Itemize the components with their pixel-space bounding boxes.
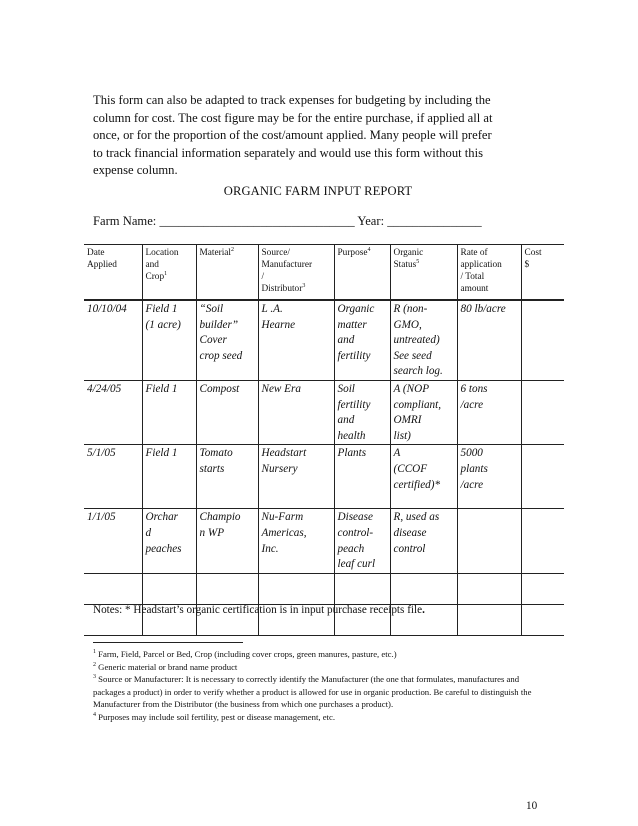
blank-cell [334,573,390,604]
table-header-row [84,245,564,301]
cell-line: peaches [145,542,182,555]
blank-cell [457,604,521,635]
footnote-ref: 5 [416,259,420,265]
cell-line: Field 1 [145,303,178,315]
cell-line: Inc. [261,542,279,555]
cell-line: d [145,526,152,539]
cell-line: A (NOP [393,382,430,395]
cell-line: New Era [261,382,301,395]
intro-line: This form can also be adapted to track expenses for budgeting by including the [93,93,491,107]
year-label: Year: [357,214,385,228]
cell-cost [521,509,564,573]
cell-line: Nursery [261,462,298,475]
table-row [84,445,564,509]
farm-name-blank: _______________________________ [159,214,355,228]
cell-line: Disease [337,511,373,524]
blank-cell [390,573,457,604]
cell-cost [521,300,564,380]
cell-line: 6 tons [460,382,488,395]
header-text: $ [524,260,530,271]
header-purpose [334,245,390,301]
header-text: amount [460,284,489,295]
footnote-number: 2 [93,661,96,668]
cell-material [196,445,258,509]
blank-cell [196,573,258,604]
header-status [390,245,457,301]
cell-status [390,445,457,509]
cell-line: list) [393,429,411,442]
intro-line: once, or for the proportion of the cost/amount applied. Many people will prefer [93,128,492,143]
cell-cost [521,445,564,509]
header-line [461,259,518,271]
footnote-number: 4 [93,712,96,719]
cell-material [196,300,258,380]
footnote-ref: 3 [302,283,306,290]
cell-line: health [337,429,366,442]
cell-line: crop seed [199,349,243,362]
header-line [394,247,454,259]
cell-date [84,380,142,444]
cell-line: Champio [199,511,241,524]
header-cost [521,245,564,301]
cell-line: 4/24/05 [87,382,122,395]
cell-line: 80 lb/acre [460,303,506,315]
table-row [84,300,564,380]
cell-line: Orchar [145,511,179,524]
notes-period: . [422,604,425,616]
cell-rate [457,380,521,444]
footnote-text: Farm, Field, Parcel or Bed, Crop (including cover crops, green manures, pasture, etc.) [96,649,397,659]
cell-status [390,509,457,573]
cell-line: plants [460,462,488,475]
footnote-item [93,661,548,674]
header-text: and [145,260,159,271]
cell-location [142,445,196,509]
header-text: Organic [393,248,424,258]
header-line [262,283,331,295]
cell-line: L .A. [261,303,283,315]
header-line [262,271,331,283]
cell-line: Field 1 [145,382,178,395]
cell-material [196,509,258,573]
footnote-item [93,648,548,661]
report-title: ORGANIC FARM INPUT REPORT [223,184,413,198]
cell-source [258,300,334,380]
header-line [338,247,387,259]
header-line [87,247,139,259]
header-line [525,259,562,271]
header-line [461,247,518,259]
cell-line: matter [337,318,367,331]
header-line [394,259,454,271]
cell-line: Cover [199,334,227,347]
cell-rate [457,445,521,509]
blank-table-row [84,573,564,604]
cell-line: 1/1/05 [87,511,116,524]
footnote-item [93,711,548,724]
header-text: Applied [87,260,117,271]
header-text: / [261,272,265,283]
table-row [84,509,564,573]
header-date [84,245,142,301]
footnote-text: Generic material or brand name product [96,661,238,672]
cell-date [84,509,142,573]
cell-rate [457,509,521,573]
cell-line: and [337,334,355,347]
header-text: Crop [145,272,165,283]
cell-line: Tomato [199,447,233,460]
blank-cell [521,573,564,604]
footnote-text: Source or Manufacturer: It is necessary to correctly identify the Manufacturer (the one that formulates, manufactures and packages a product) in order to verify whether a product is allowed for use in organic production. Be careful to distinguish the Manufacturer from the Distributor (the business from which one purchases a product). [93,674,532,710]
cell-line: builder” [199,318,239,331]
header-text: Material [199,248,231,258]
cell-purpose [334,509,390,573]
header-line [262,259,331,271]
cell-line: Plants [337,447,367,460]
header-location [142,245,196,301]
intro-paragraph [93,92,543,180]
header-line [200,247,255,259]
cell-line: n WP [199,526,225,539]
header-line [461,283,518,295]
cell-line: fertility [337,349,371,362]
header-text: Rate of [460,248,488,258]
table-body [84,300,564,635]
cell-line: Hearne [261,318,296,331]
cell-line: Americas, [261,526,307,539]
footnote-number: 1 [93,649,96,656]
cell-line: Field 1 [145,447,178,460]
blank-cell [142,573,196,604]
farm-year-line [93,214,482,229]
cell-purpose [334,445,390,509]
cell-source [258,509,334,573]
header-text: Source/ [261,248,290,258]
header-source [258,245,334,301]
table-row [84,380,564,444]
cell-line: control [393,542,426,555]
cell-line: starts [199,462,225,475]
header-line [525,247,562,259]
cell-line: peach [337,542,365,555]
cell-date [84,300,142,380]
cell-line: (1 acre) [145,318,181,331]
cell-date [84,445,142,509]
blank-cell [457,573,521,604]
cell-line: Nu-Farm [261,511,304,524]
footnote-ref: 4 [367,246,371,253]
header-line [146,247,193,259]
header-rate [457,245,521,301]
footnote-ref: 1 [164,271,168,278]
cell-line: 10/10/04 [87,303,127,315]
notes-text: Notes: * Headstart’s organic certification is in input purchase receipts file [93,604,423,616]
header-text: Distributor [261,284,303,295]
cell-source [258,445,334,509]
cell-material [196,380,258,444]
notes-line [93,604,425,616]
farm-name-label: Farm Name: [93,214,157,228]
cell-line: control- [337,526,374,539]
cell-line: search log. [393,365,443,378]
cell-line: (CCOF [393,462,428,475]
cell-line: certified)* [393,478,441,491]
cell-line: A [393,447,401,460]
cell-status [390,300,457,380]
blank-cell [521,604,564,635]
header-text: Purpose [337,248,368,258]
cell-line: fertility [337,398,371,411]
header-text: Location [145,248,179,258]
cell-location [142,509,196,573]
cell-source [258,380,334,444]
footnote-number: 3 [93,674,96,681]
cell-line: compliant, [393,398,442,411]
cell-line: /acre [460,398,484,411]
intro-line: to track financial information separately and would use this form without this [93,145,483,160]
cell-line: disease [393,526,427,539]
footnote-item [93,673,548,711]
header-line [87,259,139,271]
footnotes [93,648,548,724]
input-report-table [84,244,564,636]
cell-purpose [334,300,390,380]
header-text: application [460,260,502,271]
cell-location [142,300,196,380]
header-text: / Total [460,272,485,283]
cell-line: Organic [337,303,375,315]
cell-status [390,380,457,444]
header-text: Status [393,260,417,271]
footnote-ref: 2 [231,246,234,253]
header-material [196,245,258,301]
footnote-text: Purposes may include soil fertility, pest or disease management, etc. [96,711,336,722]
blank-cell [258,573,334,604]
cell-line: Compost [199,382,240,395]
year-blank: _______________ [387,214,482,228]
cell-line: 5/1/05 [87,447,116,460]
header-text: Cost [524,248,542,258]
header-line [146,271,193,283]
cell-line: See seed [393,349,432,362]
cell-line: 5000 [460,447,483,460]
intro-line: column for cost. The cost figure may be for the entire purchase, if applied all at [93,110,493,125]
page-number: 10 [526,800,538,812]
cell-line: Soil [337,382,355,395]
header-line [146,259,193,271]
cell-line: leaf curl [337,558,376,571]
intro-line: expense column. [93,163,178,178]
header-line [262,247,331,259]
cell-line: Headstart [261,447,307,460]
footnote-divider [93,642,243,643]
cell-line: /acre [460,478,484,491]
header-text: Date [87,248,105,258]
cell-purpose [334,380,390,444]
cell-line: GMO, [393,318,422,331]
cell-line: untreated) [393,334,440,347]
cell-line: R, used as [393,511,440,524]
header-line [461,271,518,283]
header-text: Manufacturer [261,260,313,271]
cell-line: and [337,414,355,427]
cell-line: R (non- [393,303,428,315]
cell-cost [521,380,564,444]
cell-line: “Soil [199,303,224,315]
cell-line: OMRI [393,414,422,427]
cell-location [142,380,196,444]
cell-rate [457,300,521,380]
blank-cell [84,573,142,604]
